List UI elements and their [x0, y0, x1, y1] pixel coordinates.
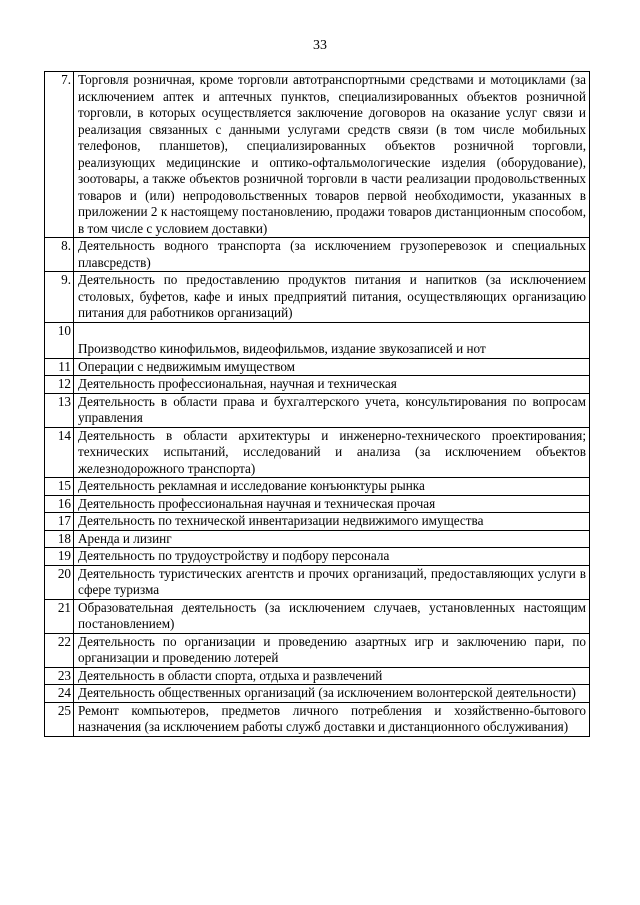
row-number: 20 — [45, 565, 74, 599]
table-row — [45, 238, 590, 272]
row-text: Ремонт компьютеров, предметов личного потребления и хозяйственно-бытового назначения (за исключением работы служб доставки и дистанционного обслуживания) — [74, 702, 590, 736]
row-text: Операции с недвижимым имуществом — [74, 358, 590, 376]
row-number: 11 — [45, 358, 74, 376]
row-number: 19 — [45, 548, 74, 566]
table-row — [45, 427, 590, 478]
table-row — [45, 633, 590, 667]
row-number: 24 — [45, 685, 74, 703]
row-number: 12 — [45, 376, 74, 394]
table-row — [45, 272, 590, 323]
table-row — [45, 393, 590, 427]
row-number: 9. — [45, 272, 74, 323]
row-number: 25 — [45, 702, 74, 736]
row-number: 22 — [45, 633, 74, 667]
row-text: Аренда и лизинг — [74, 530, 590, 548]
table-row — [45, 376, 590, 394]
row-text: Деятельность по технической инвентаризации недвижимого имущества — [74, 513, 590, 531]
row-number: 23 — [45, 667, 74, 685]
row-number: 18 — [45, 530, 74, 548]
row-number: 17 — [45, 513, 74, 531]
row-text: Деятельность по предоставлению продуктов питания и напитков (за исключением столовых, буфетов, кафе и иных предприятий питания, осуществляющих организацию питания для работников организаций) — [74, 272, 590, 323]
table-row — [45, 358, 590, 376]
row-number: 21 — [45, 599, 74, 633]
table-row — [45, 702, 590, 736]
table-row — [45, 548, 590, 566]
row-text: Деятельность в области спорта, отдыха и развлечений — [74, 667, 590, 685]
row-text: Торговля розничная, кроме торговли автотранспортными средствами и мотоциклами (за исключением аптек и аптечных пунктов, специализированных объектов розничной торговли, в которых осуществляется заключение договоров на оказание услуг связи и реализация связанных с данными услугами средств связи (в том числе мобильных телефонов, планшетов), специализированных объектов розничной торговли, реализующих медицинские и оптико-офтальмологические изделия (оборудование), зоотовары, а также объектов розничной торговли в части реализации продовольственных товаров и (или) непродовольственных товаров первой необходимости, указанных в приложении 2 к настоящему постановлению, продажи товаров дистанционным способом, в том числе с условием доставки) — [74, 72, 590, 238]
row-number: 13 — [45, 393, 74, 427]
page-number: 33 — [313, 38, 327, 53]
row-text: Деятельность общественных организаций (за исключением волонтерской деятельности) — [74, 685, 590, 703]
table-row — [45, 72, 590, 238]
table-row — [45, 685, 590, 703]
row-text: Производство кинофильмов, видеофильмов, издание звукозаписей и нот — [74, 322, 590, 358]
row-number: 14 — [45, 427, 74, 478]
row-text: Деятельность профессиональная научная и техническая прочая — [74, 495, 590, 513]
table-row — [45, 478, 590, 496]
row-text: Деятельность в области архитектуры и инженерно-технического проектирования; технических испытаний, исследований и анализа (за исключением объектов железнодорожного транспорта) — [74, 427, 590, 478]
table-row — [45, 565, 590, 599]
table-row — [45, 599, 590, 633]
row-number: 15 — [45, 478, 74, 496]
row-number: 7. — [45, 72, 74, 238]
row-number: 16 — [45, 495, 74, 513]
row-text: Образовательная деятельность (за исключением случаев, установленных настоящим постановлением) — [74, 599, 590, 633]
row-text: Деятельность по организации и проведению азартных игр и заключению пари, по организации и проведению лотерей — [74, 633, 590, 667]
row-number: 10 — [45, 322, 74, 358]
row-text: Деятельность водного транспорта (за исключением грузоперевозок и специальных плавсредств) — [74, 238, 590, 272]
row-text: Деятельность в области права и бухгалтерского учета, консультирования по вопросам управления — [74, 393, 590, 427]
row-text: Деятельность профессиональная, научная и техническая — [74, 376, 590, 394]
row-text: Деятельность по трудоустройству и подбору персонала — [74, 548, 590, 566]
activity-table — [44, 71, 590, 737]
table-row — [45, 530, 590, 548]
table-row — [45, 495, 590, 513]
table-row — [45, 667, 590, 685]
table-row — [45, 513, 590, 531]
table-row — [45, 322, 590, 358]
row-number: 8. — [45, 238, 74, 272]
row-text: Деятельность рекламная и исследование конъюнктуры рынка — [74, 478, 590, 496]
row-text: Деятельность туристических агентств и прочих организаций, предоставляющих услуги в сфере туризма — [74, 565, 590, 599]
